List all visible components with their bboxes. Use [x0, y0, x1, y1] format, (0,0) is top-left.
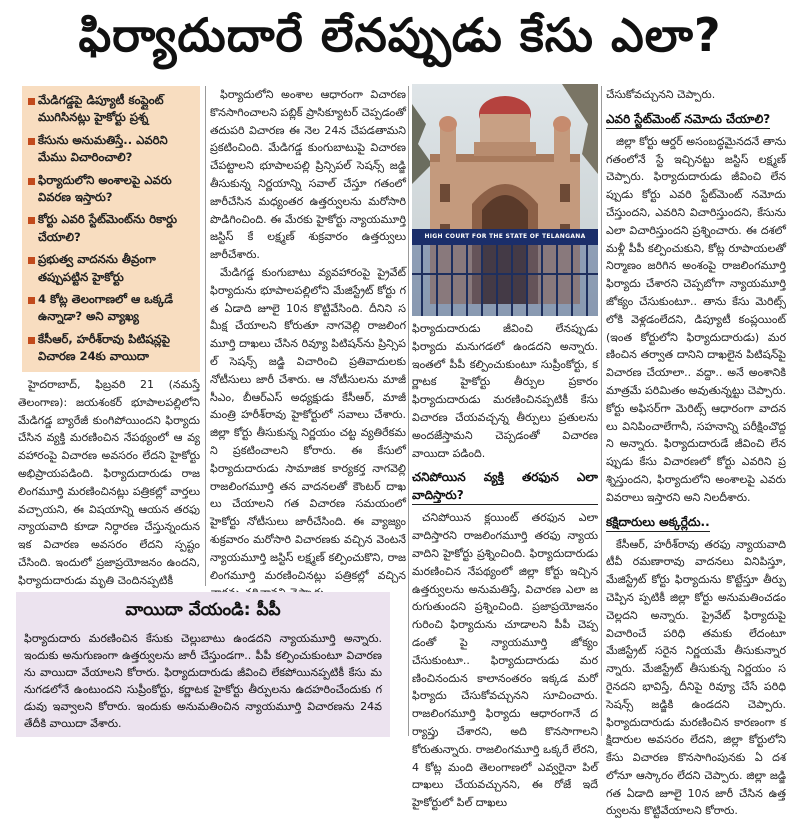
article-paragraph: చనిపోయిన క్లయింట్‌ తరఫున ఎలా వాదిస్తారని రాజలింగమూర్తి తరఫు న్యాయవాదిని హైకోర్టు ప్రశ్నించింది. ఫిర్యాదుదారుడు మరణించిన నేపథ్యంలో జిల్లా కోర్టు ఇచ్చిన ఉత్తర్వులను అనుమతిస్తే, విచారణ ఎలా జరుగుతుందని ప్రశ్నించింది. ప్రజాప్రయోజనం గురించి ఫిర్యాదును చూడాలని పీపీ చెప్పడంతో పై న్యాయమూర్తి జోక్యం చేసుకుంటూ.. ఫిర్యాదుదారుడు మరణించినందున కాలానంతరం ఇక్కడ మరో ఫిర్యాదు చేసుకోవచ్చునని సూచించారు. రాజలింగమూర్తి ఫిర్యాదు ఆధారంగానే దర్యాప్తు చేశారని, అది కొనసాగాలని కోరుతున్నారు. రాజలింగమూర్తి ఒక్కరే లేరని, 4 కోట్ల మంది తెలంగాణలో ఎవ్వరైనా పిల్‌ దాఖలు చేయవచ్చునని, ఈ రోజే ఇదే హైకోర్టులో పిల్‌ దాఖలు	[412, 511, 598, 810]
highlight-text: ఫిర్యాదులోని అంశాలపై ఎవరు వివరణ ఇస్తారు?	[38, 172, 172, 204]
bullet-icon	[28, 178, 35, 185]
highlight-item	[28, 172, 194, 207]
highlight-item	[28, 211, 194, 246]
article-paragraph: హైదరాబాద్‌, ఫిబ్రవరి 21 (నమస్తే తెలంగాణ): జయశంకర్‌ భూపాలపల్లిలోని మేడిగడ్డ బ్యారేజీ కుంగిపోయిందని ఫిర్యాదు చేసిన వ్యక్తి మరణించిన నేపథ్యంలో ఆ వ్యవహారంపై విచారణ అవసరం లేదని హైకోర్టు అభిప్రాయపడింది. ఫిర్యాదుదారుడు రాజలింగమూర్తి మరణించినట్లు పత్రికల్లో వార్తలు వచ్చాయని, ఈ విషయాన్ని ఆయన తరఫు న్యాయవాది కూడా నిర్ధారణ చేస్తున్నందున ఇక విచారణ అవసరం లేదని స్పష్టం చేసింది. ఇందులో ప్రజాప్రయోజనం ఉందని, ఫిర్యాదుదారుడు మృతి చెందినప్పటికీ	[18, 378, 200, 587]
highlight-item	[28, 291, 194, 326]
highlight-text: మేడిగడ్డపై డిప్యూటీ కంప్లైంట్‌ ముగిసినట్లు హైకోర్టు ప్రశ్న	[38, 93, 164, 125]
bullet-icon	[28, 297, 35, 304]
highlight-text: కేసును అనుమతిస్తే.. ఎవరిని మేము విచారించాలి?	[38, 132, 168, 165]
article-column-2	[210, 86, 406, 586]
bullet-icon	[28, 257, 35, 264]
bullet-icon	[28, 138, 35, 145]
headline: ఫిర్యాదుదారే లేనప్పుడు కేసు ఎలా?	[78, 8, 722, 62]
section-subhead: కక్షిదారులు అక్కర్లేదు..	[606, 513, 710, 532]
box-text: ఫిర్యాదుదారు మరణించిన కేసుకు చెల్లుబాటు ఉండదని న్యాయమూర్తి అన్నారు. ఇందుకు అనుగుణంగా ఉత్తర్వులను జారీ చేస్తుండగా.. పీపీ కల్పించుకుంటూ విచారణను వాయిదా వేయాలని కోరారు. ఫిర్యాదుదారుడు జీవించి లేకపోయినప్పటికీ కేసు మనుగడలోనే ఉంటుందని సుప్రీంకోర్టు, కర్ణాటక హైకోర్టు తీర్పులను ఉదహరించేందుకు గడువు ఇవ్వాలని కోరారు. ఇందుకు అనుమతించిన న్యాయమూర్తి విచారణను 24వ తేదీకి వాయిదా వేశారు.	[24, 632, 382, 730]
article-column-3	[412, 320, 598, 810]
high-court-photo	[412, 84, 598, 316]
court-sign: HIGH COURT FOR THE STATE OF TELANGANA	[424, 233, 586, 240]
bullet-icon	[28, 217, 35, 224]
article-paragraph: చేసుకోవచ్చునని చెప్పారు.	[606, 88, 716, 101]
article-column-4	[606, 86, 786, 818]
highlights-box	[22, 86, 200, 372]
bullet-icon	[28, 337, 35, 344]
column-divider	[601, 86, 602, 736]
highlight-item	[28, 92, 194, 127]
article-column-1	[18, 376, 200, 586]
bullet-icon	[28, 98, 35, 105]
column-divider	[408, 86, 409, 736]
highlight-item	[28, 132, 194, 167]
highlight-item	[28, 331, 194, 366]
article-paragraph: ఫిర్యాదుదారుడు జీవించి లేనప్పుడు ఫిర్యాదు మనుగడలో ఉండదని అన్నారు. ఇంతలో పీపీ కల్పించుకుంటూ సుప్రీంకోర్టు, కర్ణాటక హైకోర్టు తీర్పుల ప్రకారం ఫిర్యాదుదారుడు మరణించినప్పటికీ కేసు విచారణ చేయవచ్చన్న తీర్పులు ప్రతులను అందజేస్తామని చెప్పడంతో విచారణ వాయిదా పడింది.	[412, 322, 598, 460]
section-subhead: చనిపోయిన వ్యక్తి తరఫున ఎలా వాదిస్తారు?	[412, 468, 598, 505]
highlight-text: కేసీఆర్‌, హరీశ్‌రావు పిటిషన్లపై విచారణ 24కు వాయిదా	[38, 331, 170, 364]
highlight-text: ప్రభుత్వ వాదనను తీవ్రంగా తప్పుపట్టిన హైకోర్టు	[38, 252, 156, 284]
article-paragraph: ఫిర్యాదులోని అంశాల ఆధారంగా విచారణ కొనసాగించాలని పబ్లిక్‌ ప్రాసిక్యూటర్‌ చెప్పడంతో తదుపరి విచారణ ఈ నెల 24న చేపడతామని ప్రకటించింది. మేడిగడ్డ కుంగుబాటుపై విచారణ చేపట్టాలని భూపాలపల్లి ప్రిన్సిపల్‌ సెషన్స్‌ జడ్జి తీసుకున్న నిర్ణయాన్ని సవాల్‌ చేస్తూ గతంలో జారీచేసిన మధ్యంతర ఉత్తర్వులను మరోసారి పొడిగించింది. ఈ మేరకు హైకోర్టు న్యాయమూర్తి జస్టిస్‌ కే లక్ష్మణ్‌ శుక్రవారం ఉత్తర్వులు జారీచేశారు.	[210, 88, 406, 262]
building-illustration	[412, 84, 598, 316]
sidebar-story-box	[16, 592, 390, 737]
section-subhead: ఎవరి స్టేట్‌మెంట్‌ నమోదు చేయాలి?	[606, 110, 770, 129]
column-divider	[205, 86, 206, 586]
highlight-text: 4 కోట్ల తెలంగాణలో ఆ ఒక్కడే ఉన్నాడా? అని వ్యాఖ్య	[38, 291, 174, 324]
article-paragraph: మేడిగడ్డ కుంగుబాటు వ్యవహారంపై ప్రైవేట్‌ ఫిర్యాదును భూపాలపల్లిలోని మేజిస్ట్రేట్‌ కోర్టు గత ఏడాది జూలై 10న కొట్టివేసింది. దీనిని సమీక్ష చేయాలని కోరుతూ నాగవెల్లి రాజలింగమూర్తి దాఖలు చేసిన రివ్యూ పిటిషన్‌ను ప్రిన్సిపల్‌ సెషన్స్‌ జడ్జి విచారించి ప్రతివాదులకు నోటీసులు జారీ చేశారు. ఆ నోటీసులను మాజీ సీఎం, బీఆర్‌ఎస్‌ అధ్యక్షుడు కేసీఆర్‌, మాజీ మంత్రి హరీశ్‌రావు హైకోర్టులో సవాలు చేశారు. జిల్లా కోర్టు తీసుకున్న నిర్ణయం చట్ట వ్యతిరేకమని ప్రకటించాలని కోరారు. ఈ కేసులో ఫిర్యాదుదారుడు సామాజిక కార్యకర్త నాగవెల్లి రాజలింగమూర్తి తన వాదనలతో కౌంటర్‌ దాఖలు చేయాలని గత విచారణ సమయంలో హైకోర్టు నోటీసులు జారీచేసింది. ఈ వ్యాజ్యం శుక్రవారం మరోసారి విచారణకు వచ్చిన వెంటనే న్యాయమూర్తి జస్టిస్‌ లక్ష్మణ్‌ కల్పించుకొని, రాజలింగమూర్తి మరణించినట్లు పత్రికల్లో వచ్చిన	[210, 265, 406, 582]
highlight-text: కోర్టు ఎవరి స్టేట్‌మెంట్‌ను రికార్డు చేయాలి?	[38, 212, 178, 244]
article-paragraph: జిల్లా కోర్టు ఆర్డర్‌ అసంబద్ధమైనదనే తాను గతంలోనే స్టే ఇచ్చినట్టు జస్టిస్‌ లక్ష్మణ్‌ చెప్పారు. ఫిర్యాదుదారుడు జీవించి లేనప్పుడు కోర్టు ఎవరి స్టేట్‌మెంట్‌ నమోదు చేస్తుందని, ఎవరిని విచారిస్తుందని, కేసును ఎలా విచారిస్తుందని ప్రశ్నించారు. ఈ దశలో మళ్లీ పీపీ కల్పించుకుని, కోట్ల రూపాయలతో నిర్మాణం జరిగిన అంశంపై రాజలింగమూర్తి ఫిర్యాదు చేశారని చెప్పబోగా న్యాయమూర్తి జోక్యం చేసుకుంటూ.. తాను కేసు మెరిట్స్‌ లోకి వెళ్లడంలేదని, డిప్యూటీ కంప్లయింట్‌ (ఇంత కోర్టులోని ఫిర్యాదుదారుడు) మరణించిన తర్వాత దానిని దాఖలైన పిటిషన్‌పై విచారణ చేయాలా.. వద్దా.. అనే అంశానికి మాత్రమే పరిమితం అవుతున్నట్టు చెప్పారు. కోర్టు అఫిసర్‌గా మెరిట్స్‌ ఆధారంగా వాదనలు వినిపించాలేగానీ, సహనాన్ని పరీక్షించొద్దని అన్నారు. ఫిర్యాదుదారుడే జీవించి లేనప్పుడు కేసు విచారణలో కోర్టు ఎవరిని ప్రశ్నిస్తుందని, ఫిర్యాదులోని అంశాలపై ఎవరు వివరాలు ఇస్తారని అని నిలదీశారు.	[606, 134, 786, 504]
article-paragraph: కేసీఆర్‌, హరీశ్‌రావు తరఫు న్యాయవాది టీవీ రమణారావు వాదనలు వినిపిస్తూ, మేజిస్ట్రేట్‌ కోర్టు ఫిర్యాదును కొట్టేస్తూ తీర్పు చెప్పిన ప్పటికీ జిల్లా కోర్టు అనుమతించడం చెల్లదని అన్నారు. ప్రైవేట్‌ ఫిర్యాదుపై విచారించే పరిధి తమకు లేదంటూ మేజిస్ట్రేట్‌ సరైన నిర్ణయమే తీసుకున్నారన్నారు. మేజిస్ట్రేట్‌ తీసుకున్న నిర్ణయం సరైనదని భావిస్తే, దీనిపై రివ్యూ చేసే పరిధి సెషన్స్‌ జడ్జికి ఉండదని చెప్పారు. ఫిర్యాదుదారుడు మరణించిన కారణంగా కక్షిదారుల అవసరం లేదని, జిల్లా కోర్టులోని కేసు విచారణ కొనసాగింపునకు ఏ దశలోనూ ఆస్కారం లేదని చెప్పారు. జిల్లా జడ్జి గత ఏడాది జూలై 10న జారీ చేసిన ఉత్తర్వులను కొట్టివేయాలని కోరారు.	[606, 537, 786, 818]
highlight-item	[28, 251, 194, 286]
box-title: వాయిదా వేయండి: పీపీ	[125, 600, 281, 620]
